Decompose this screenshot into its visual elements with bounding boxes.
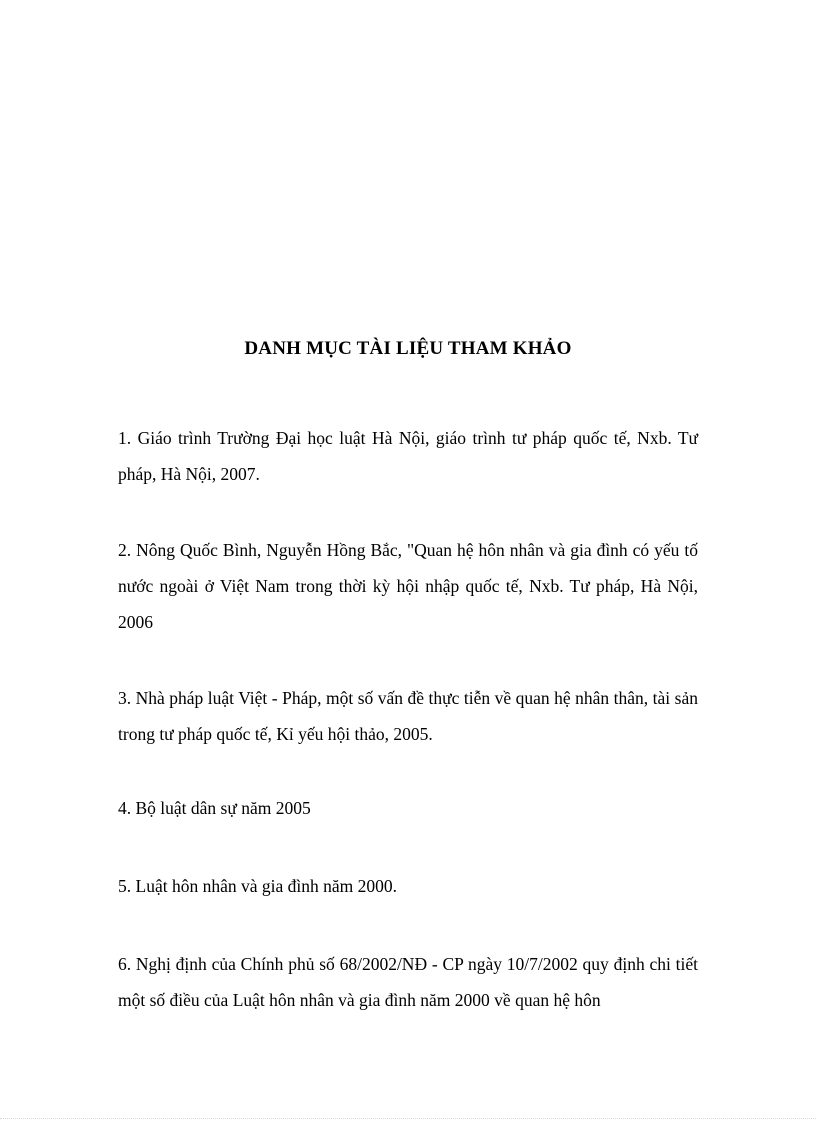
page-bottom-divider [0,1118,816,1119]
reference-item-3: 3. Nhà pháp luật Việt - Pháp, một số vấn đề thực tiễn về quan hệ nhân thân, tài sản trong tư pháp quốc tế, Kỉ yếu hội thảo, 2005. [118,688,698,744]
page-title: DANH MỤC TÀI LIỆU THAM KHẢO [244,338,572,359]
reference-item-6: 6. Nghị định của Chính phủ số 68/2002/NĐ - CP ngày 10/7/2002 quy định chi tiết một số điều của Luật hôn nhân và gia đình năm 2000 về quan hệ hôn [118,954,698,1010]
reference-item-5: 5. Luật hôn nhân và gia đình năm 2000. [118,876,397,896]
reference-item-4: 4. Bộ luật dân sự năm 2005 [118,798,311,818]
reference-item-1: 1. Giáo trình Trường Đại học luật Hà Nội, giáo trình tư pháp quốc tế, Nxb. Tư pháp, Hà Nội, 2007. [118,428,698,484]
reference-item-2: 2. Nông Quốc Bình, Nguyễn Hồng Bắc, "Quan hệ hôn nhân và gia đình có yếu tố nước ngoài ở Việt Nam trong thời kỳ hội nhập quốc tế, Nxb. Tư pháp, Hà Nội, 2006 [118,540,698,632]
